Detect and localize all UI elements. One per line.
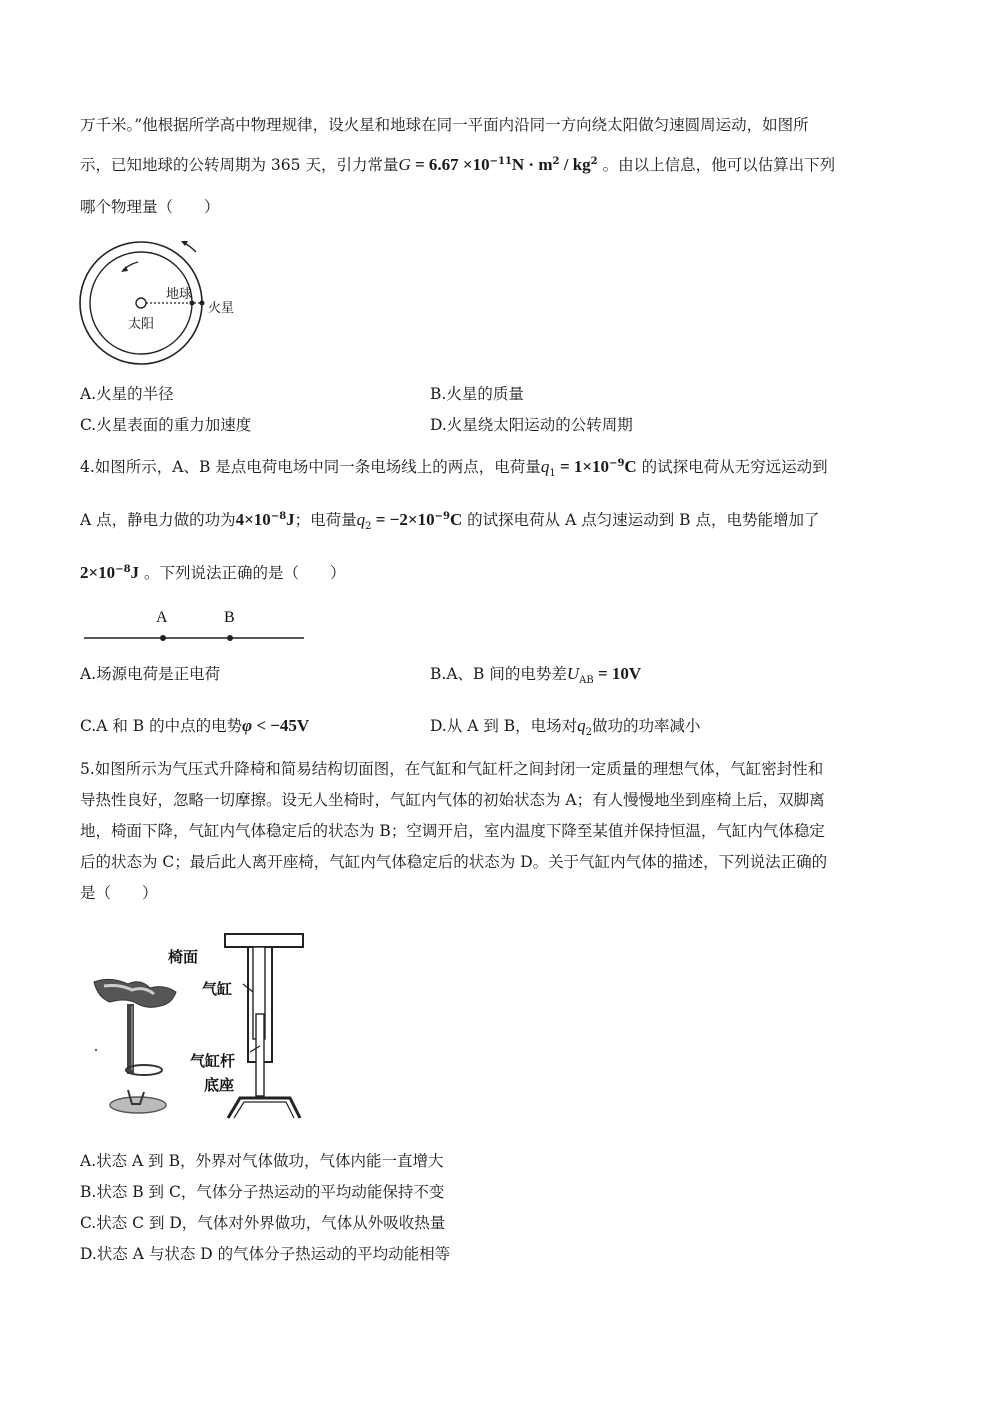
q2-unit: C [449, 510, 463, 529]
q4-option-d-text-2: 做功的功率减小 [592, 717, 701, 735]
q4-stem-text-5: 的试探电荷从 A 点匀速运动到 B 点，电势能增加了 [462, 511, 820, 529]
mars-label: 火星 [208, 301, 235, 316]
q5-option-d: D.状态 A 与状态 D 的气体分子热运动的平均动能相等 [80, 1245, 451, 1263]
q5-stem-line-1: 5.如图所示为气压式升降椅和简易结构切面图，在气缸和气缸杆之间封闭一定质量的理想气体，气缸密封性和 [80, 760, 824, 778]
q4-stem-text-3: A 点，静电力做的功为 [80, 511, 236, 529]
point-a-label: A [156, 609, 168, 626]
potential-value: < −45V [252, 716, 310, 735]
chair-stem-sketch [127, 1004, 134, 1074]
q1-unit: C [624, 457, 637, 476]
g-exponent: −11 [489, 155, 512, 167]
q3-stem-text: 示，已知地球的公转周期为 365 天，引力常量 [80, 156, 399, 174]
work-unit: J [286, 510, 295, 529]
q3-stem-line-1: 万千米。”他根据所学高中物理规律，设火星和地球在同一平面内沿同一方向绕太阳做匀速圆周运动，如图所 [80, 116, 809, 134]
q1-value: = 1×10 [555, 457, 610, 476]
q2-subscript: 2 [365, 521, 372, 533]
gravitational-constant-value: = 6.67 ×10 [410, 155, 490, 174]
q3-stem-line-3: 哪个物理量（ ） [80, 198, 220, 216]
q4-stem-line-3 [80, 562, 345, 584]
g-unit-exponent: 2 [552, 155, 560, 167]
q4-stem-line-1 [80, 456, 828, 478]
chair-figure [80, 922, 320, 1127]
q5-option-c: C.状态 C 到 D，气体对外界做功，气体从外吸收热量 [80, 1214, 446, 1232]
q2-symbol: q [356, 510, 366, 529]
q3-option-b: B.火星的质量 [430, 385, 524, 403]
base-label: 底座 [204, 1076, 235, 1094]
field-line-figure [80, 600, 320, 650]
mars-dot [200, 301, 205, 306]
q4-option-d [430, 715, 701, 737]
point-b-dot [227, 635, 233, 641]
potential-symbol: φ [242, 716, 253, 735]
q1-symbol: q [540, 457, 550, 476]
base-frame-inner [234, 1102, 294, 1118]
voltage-value: = 10V [593, 664, 642, 683]
chair-seat-sketch [94, 979, 176, 1007]
voltage-subscript: AB [579, 675, 594, 687]
gravitational-constant-symbol: G [398, 155, 411, 174]
q1-subscript: 1 [549, 468, 556, 480]
q5-stem-line-4: 后的状态为 C；最后此人离开座椅，气缸内气体稳定后的状态为 D。关于气缸内气体的描述，下列说法正确的 [80, 853, 828, 871]
q4-stem-text: 4.如图所示，A、B 是点电荷电场中同一条电场线上的两点，电荷量 [80, 458, 541, 476]
q2-subscript-option: 2 [585, 727, 593, 739]
q4-stem-line-2 [80, 509, 819, 531]
q4-option-b-text: B.A、B 间的电势差 [430, 665, 567, 683]
q2-exponent: −9 [434, 510, 450, 522]
q2-value: = −2×10 [371, 510, 435, 529]
cylinder-label: 气缸 [202, 980, 233, 998]
q4-stem-text-4: ；电荷量 [294, 511, 357, 529]
q4-option-b [430, 663, 641, 685]
q3-option-a: A.火星的半径 [80, 385, 174, 403]
work-exponent: −8 [270, 510, 287, 522]
rod-label: 气缸杆 [190, 1052, 236, 1070]
q5-option-a: A.状态 A 到 B，外界对气体做功，气体内能一直增大 [80, 1152, 444, 1170]
q4-option-d-text: D.从 A 到 B，电场对 [430, 717, 578, 735]
energy-value: 2×10 [80, 563, 116, 582]
q3-stem-text-end: 。由以上信息，他可以估算出下列 [597, 156, 836, 174]
q5-stem-line-3: 地，椅面下降，气缸内气体稳定后的状态为 B；空调开启，室内温度下降至某值并保持恒温，气缸内气体稳定 [80, 822, 825, 840]
q1-exponent: −9 [609, 457, 625, 469]
q4-option-c-text: C.A 和 B 的中点的电势 [80, 717, 243, 735]
sun-label: 太阳 [128, 317, 155, 332]
g-unit: N · m [511, 155, 553, 174]
earth-label: 地球 [166, 287, 193, 302]
seat-label: 椅面 [168, 948, 199, 966]
q2-symbol-option: q [577, 716, 586, 735]
sun-icon [136, 298, 146, 308]
q4-option-c [80, 715, 309, 737]
q3-option-d: D.火星绕太阳运动的公转周期 [430, 416, 633, 434]
q4-stem-text-2: 的试探电荷从无穷远运动到 [636, 458, 828, 476]
q4-stem-text-6: 。下列说法正确的是（ ） [139, 564, 346, 582]
energy-unit: J [130, 563, 140, 582]
point-b-label: B [224, 609, 235, 626]
voltage-symbol: U [566, 664, 580, 683]
q5-stem-line-5: 是（ ） [80, 884, 158, 902]
seat-plate [225, 934, 303, 947]
cylinder-rod [256, 1014, 264, 1096]
work-value: 4×10 [235, 510, 271, 529]
point-a-dot [160, 635, 166, 641]
q4-option-a: A.场源电荷是正电荷 [80, 665, 221, 683]
g-unit-kg: / kg [559, 155, 591, 174]
q5-option-b: B.状态 B 到 C，气体分子热运动的平均动能保持不变 [80, 1183, 445, 1201]
q3-stem-line-2 [80, 154, 835, 176]
q3-option-c: C.火星表面的重力加速度 [80, 416, 252, 434]
energy-exponent: −8 [115, 563, 131, 575]
orbit-figure [78, 232, 268, 372]
g-unit-exponent-2: 2 [590, 155, 598, 167]
q5-stem-line-2: 导热性良好，忽略一切摩擦。设无人坐椅时，气缸内气体的初始状态为 A；有人慢慢地坐到座椅上后，双脚离 [80, 791, 825, 809]
noise-dot [95, 1049, 97, 1051]
